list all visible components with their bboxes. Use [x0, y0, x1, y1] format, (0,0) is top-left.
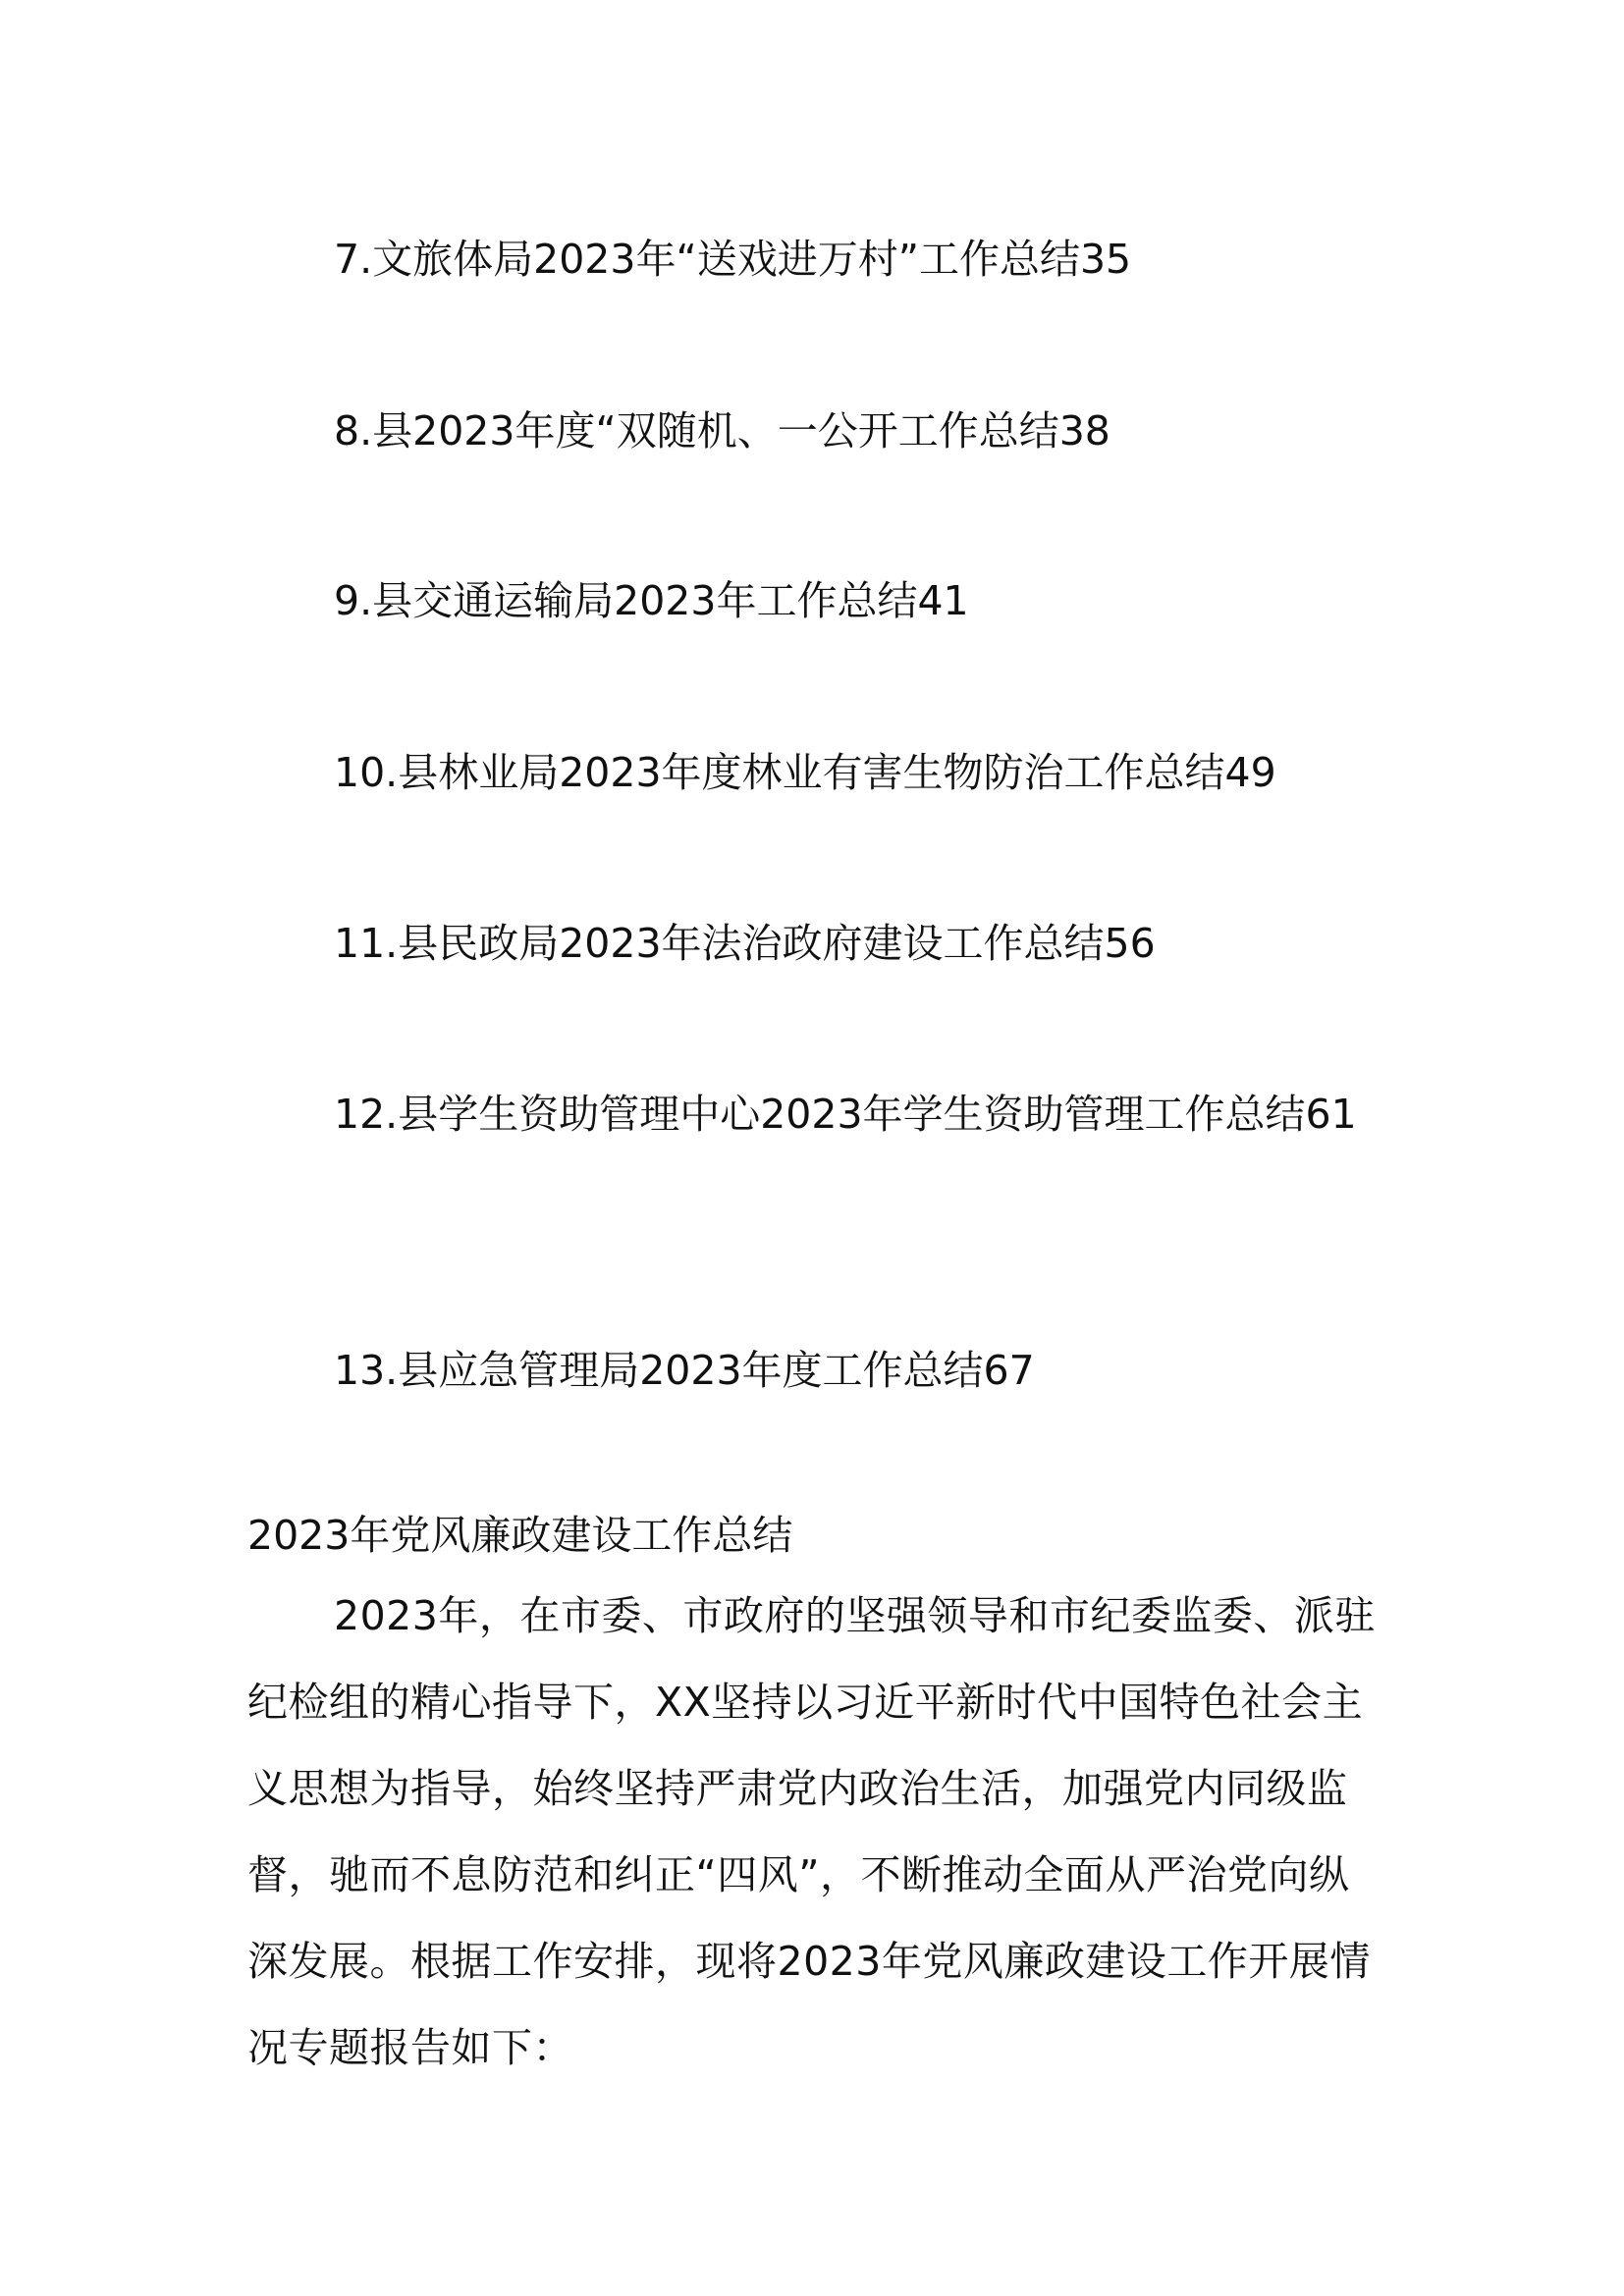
article-paragraph: 2023年，在市委、市政府的坚强领导和市纪委监委、派驻纪检组的精心指导下，XX坚持以习近平新时代中国特色社会主义思想为指导，始终坚持严肃党内政治生活，加强党内同级监督，驰而不息防范和纠正“四风”，不断推动全面从严治党向纵深发展。根据工作安排，现将2023年党风廉政建设工作开展情况专题报告如下：	[247, 1592, 1376, 2071]
article-title: 2023年党风廉政建设工作总结	[247, 1512, 793, 1559]
toc-item-9: 9.县交通运输局2023年工作总结41	[334, 577, 969, 624]
toc-item-11: 11.县民政局2023年法治政府建设工作总结56	[334, 920, 1156, 967]
toc-item-10: 10.县林业局2023年度林业有害生物防治工作总结49	[334, 749, 1276, 796]
toc-item-8: 8.县2023年度“双随机、一公开工作总结38	[334, 407, 1110, 454]
toc-item-12: 12.县学生资助管理中心2023年学生资助管理工作总结61	[334, 1091, 1357, 1138]
toc-item-7: 7.文旅体局2023年“送戏进万村”工作总结35	[334, 236, 1132, 283]
toc-item-13: 13.县应急管理局2023年度工作总结67	[334, 1347, 1035, 1394]
